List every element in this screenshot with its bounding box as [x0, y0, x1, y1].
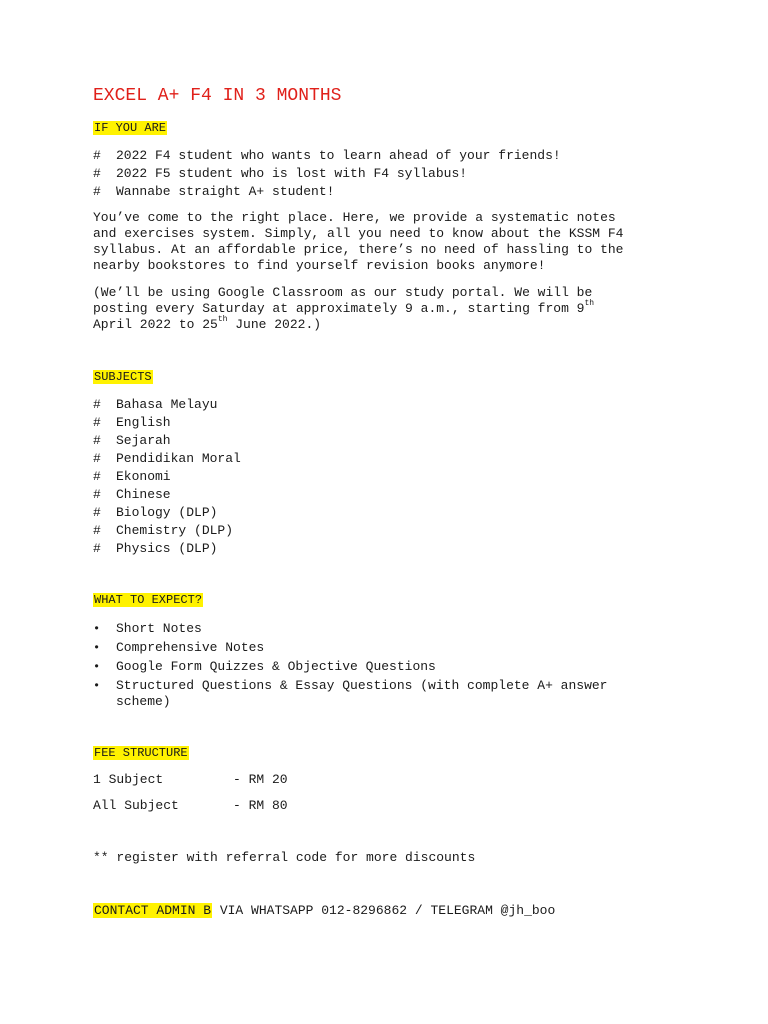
- intro-line: and exercises system. Simply, all you need to know about the KSSM F4: [93, 226, 624, 241]
- fee-row: 1 Subject - RM 20: [93, 772, 288, 787]
- if-you-are-heading: [93, 121, 167, 135]
- fee-heading-text: FEE STRUCTURE: [94, 746, 188, 760]
- list-item: # Chinese: [93, 487, 171, 502]
- if-you-are-heading-text: IF YOU ARE: [94, 121, 167, 135]
- contact-line: [93, 903, 555, 919]
- list-item: # 2022 F5 student who is lost with F4 syllabus!: [93, 166, 468, 181]
- list-item: # English: [93, 415, 171, 430]
- contact-details: VIA WHATSAPP 012-8296862 / TELEGRAM @jh_boo: [212, 903, 556, 918]
- schedule-line: posting every Saturday at approximately 9 a.m., starting from 9th: [93, 299, 595, 316]
- list-item: # Biology (DLP): [93, 505, 218, 520]
- list-item: • Comprehensive Notes: [93, 640, 265, 655]
- list-item: • Short Notes: [93, 621, 202, 636]
- intro-line: You’ve come to the right place. Here, we provide a systematic notes: [93, 210, 616, 225]
- list-item: # Pendidikan Moral: [93, 451, 241, 466]
- expect-heading: [93, 593, 203, 607]
- schedule-line: April 2022 to 25th June 2022.): [93, 315, 322, 332]
- list-item: # 2022 F4 student who wants to learn ahead of your friends!: [93, 148, 561, 163]
- bullet-icon: •: [93, 622, 101, 636]
- intro-line: nearby bookstores to find yourself revision books anymore!: [93, 258, 546, 273]
- document-title: EXCEL A+ F4 IN 3 MONTHS: [93, 86, 342, 106]
- bullet-icon: •: [93, 660, 101, 674]
- list-item-continuation: scheme): [116, 694, 171, 709]
- list-item: # Chemistry (DLP): [93, 523, 234, 538]
- fee-row: All Subject - RM 80: [93, 798, 288, 813]
- bullet-icon: •: [93, 679, 101, 693]
- expect-heading-text: WHAT TO EXPECT?: [94, 593, 203, 607]
- list-item: • Google Form Quizzes & Objective Questions: [93, 659, 436, 674]
- list-item: # Physics (DLP): [93, 541, 218, 556]
- subjects-heading-text: SUBJECTS: [94, 370, 152, 384]
- referral-note: ** register with referral code for more discounts: [93, 850, 476, 865]
- list-item: • Structured Questions & Essay Questions (with complete A+ answer: [93, 678, 608, 693]
- contact-highlight: CONTACT ADMIN B: [94, 903, 212, 918]
- intro-line: syllabus. At an affordable price, there’s no need of hassling to the: [93, 242, 624, 257]
- schedule-line: (We’ll be using Google Classroom as our study portal. We will be: [93, 285, 593, 300]
- list-item: # Sejarah: [93, 433, 171, 448]
- subjects-heading: [93, 370, 153, 384]
- fee-heading: [93, 746, 189, 760]
- bullet-icon: •: [93, 641, 101, 655]
- list-item: # Wannabe straight A+ student!: [93, 184, 335, 199]
- list-item: # Ekonomi: [93, 469, 171, 484]
- list-item: # Bahasa Melayu: [93, 397, 218, 412]
